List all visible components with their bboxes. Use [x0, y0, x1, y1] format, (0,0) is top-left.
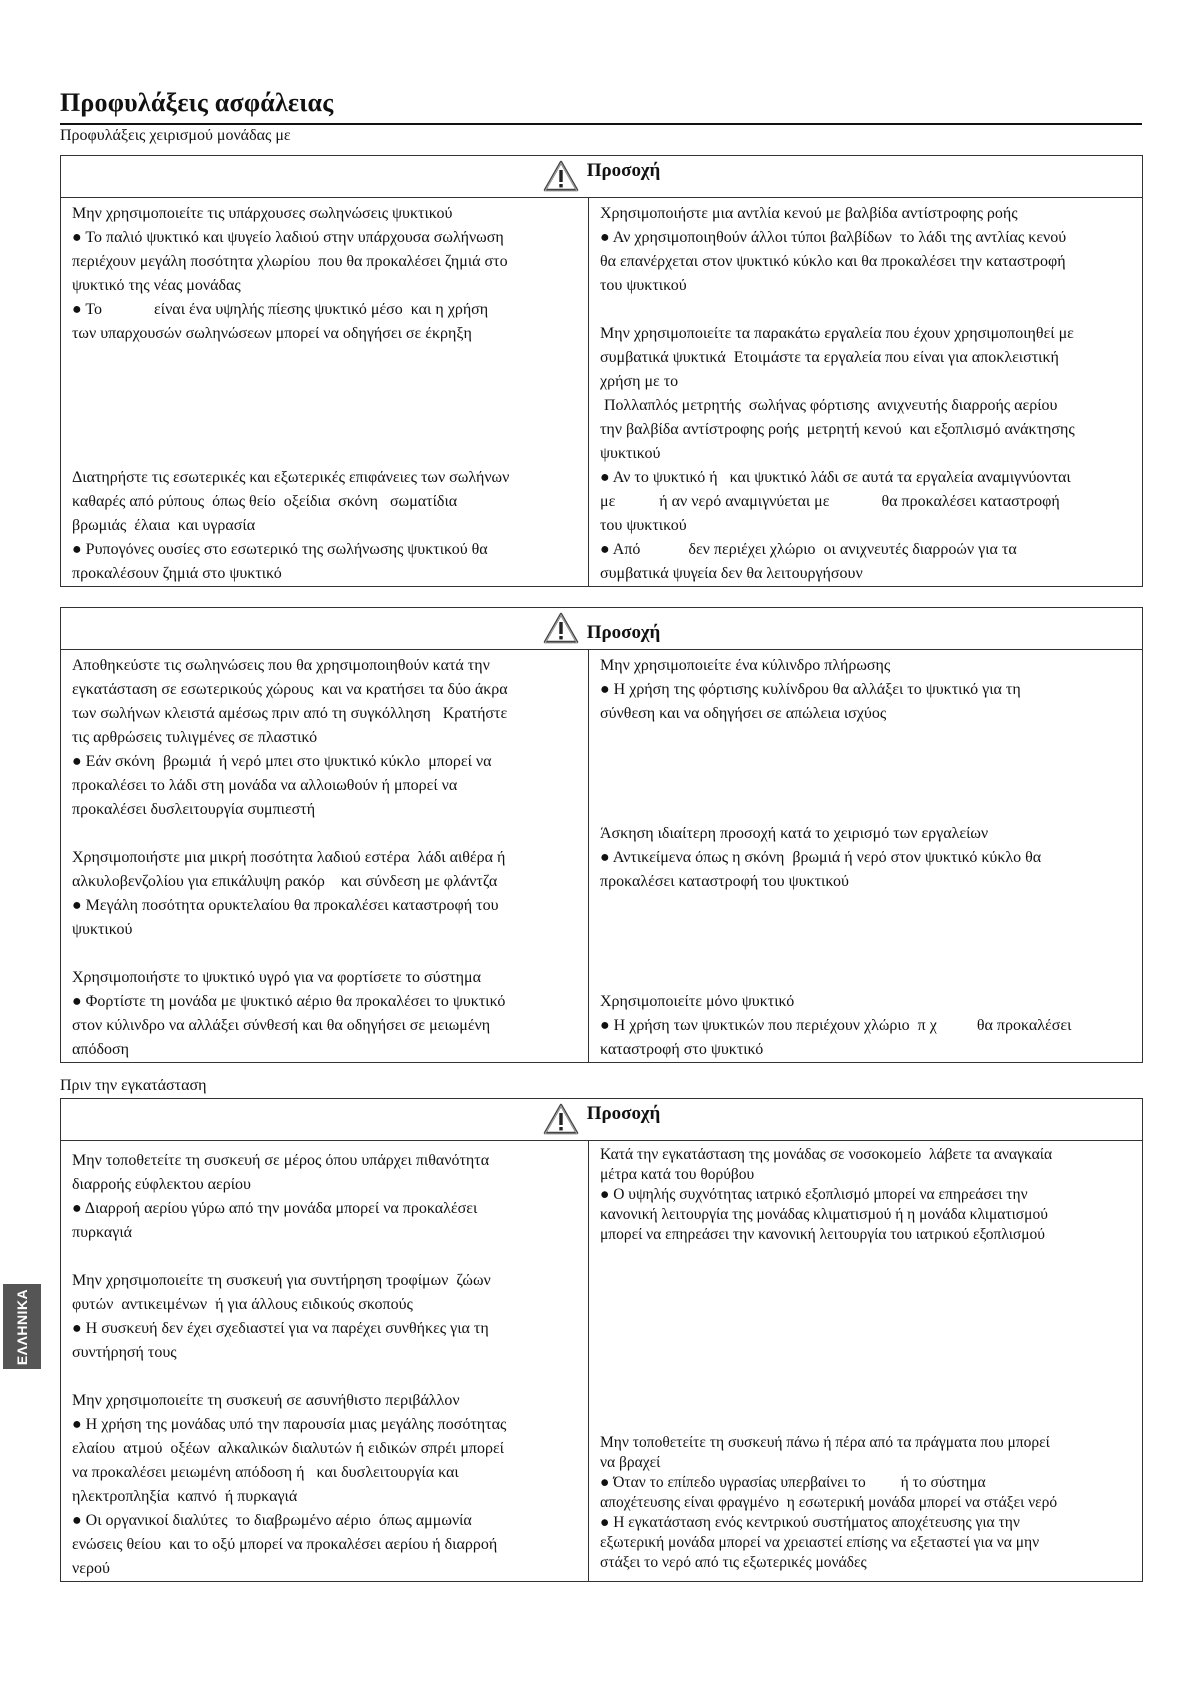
text-line: ● Ο υψηλής συχνότητας ιατρικό εξοπλισμό μπορεί να επηρεάσει την	[600, 1186, 1028, 1203]
caution-header	[61, 608, 1143, 650]
text-line: απόδοση	[72, 1041, 129, 1058]
right-cell-top	[600, 1145, 1132, 1245]
text-line: διαρροής εύφλεκτου αερίου	[72, 1176, 251, 1193]
text-line: εξωτερική μονάδα μπορεί να χρειαστεί επίσης να εξεταστεί για να μην	[600, 1534, 1040, 1551]
text-line: εγκατάσταση σε εσωτερικούς χώρους και να κρατήσει τα δύο άκρα	[72, 681, 508, 698]
text-line: Κατά την εγκατάσταση της μονάδας σε νοσοκομείο λάβετε τα αναγκαία	[600, 1146, 1053, 1163]
text-line	[72, 394, 578, 418]
text-line: χρήση με το	[600, 373, 679, 390]
text-line: πυρκαγιά	[72, 1224, 133, 1241]
right-cell	[589, 1141, 1142, 1581]
text-line: τις αρθρώσεις τυλιγμένες σε πλαστικό	[72, 729, 318, 746]
text-line	[72, 822, 578, 846]
text-line: ● Το είναι ένα υψηλής πίεσης ψυκτικό μέσο και η χρήση	[72, 301, 489, 318]
text-line: των υπαρχουσών σωληνώσεων μπορεί να οδηγήσει σε έκρηξη	[72, 325, 472, 342]
text-line	[600, 966, 1132, 990]
text-line: ● Η χρήση της μονάδας υπό την παρουσία μιας μεγάλης ποσότητας	[72, 1416, 507, 1433]
text-line: ψυκτικού	[600, 445, 661, 462]
warning-icon	[543, 612, 579, 644]
warning-icon	[543, 160, 579, 192]
text-line: συμβατικά ψυγεία δεν θα λειτουργήσουν	[600, 565, 863, 582]
right-cell	[589, 198, 1142, 586]
caution-label: Προσοχή	[586, 160, 661, 181]
text-line: Χρησιμοποιήστε μια μικρή ποσότητα λαδιού εστέρα λάδι αιθέρα ή	[72, 849, 506, 866]
text-line: να βραχεί	[600, 1454, 661, 1471]
text-line: σύνθεση και να οδηγήσει σε απώλεια ισχύος	[600, 705, 887, 722]
text-line: στον κύλινδρο να αλλάξει σύνθεσή και θα οδηγήσει σε μειωμένη	[72, 1017, 491, 1034]
caution-header	[61, 1099, 1143, 1141]
text-line	[600, 942, 1132, 966]
text-line: προκαλέσει δυσλειτουργία συμπιεστή	[72, 801, 316, 818]
right-cell-bottom	[600, 1433, 1132, 1573]
text-line: ψυκτικό της νέας μονάδας	[72, 277, 241, 294]
text-line: συμβατικά ψυκτικά Ετοιμάστε τα εργαλεία που είναι για αποκλειστική	[600, 349, 1059, 366]
text-line	[600, 750, 1132, 774]
text-line: να προκαλέσει μειωμένη απόδοση ή και δυσλειτουργία και	[72, 1464, 459, 1481]
text-line: προκαλέσει το λάδι στη μονάδα να αλλοιωθούν ή μπορεί να	[72, 777, 458, 794]
text-line: Χρησιμοποιήστε το ψυκτικό υγρό για να φορτίσετε το σύστημα	[72, 969, 481, 986]
text-line	[600, 798, 1132, 822]
text-line	[72, 1245, 578, 1269]
text-line: Πολλαπλός μετρητής σωλήνας φόρτισης ανιχνευτής διαρροής αερίου	[600, 397, 1058, 414]
text-line: Μην χρησιμοποιείτε ένα κύλινδρο πλήρωσης	[600, 657, 891, 674]
text-line: Άσκηση ιδιαίτερη προσοχή κατά το χειρισμό των εργαλείων	[600, 825, 989, 842]
text-line: των σωλήνων κλειστά αμέσως πριν από τη συγκόλληση Κρατήστε	[72, 705, 508, 722]
pre-installation-label: Πριν την εγκατάσταση	[60, 1077, 207, 1094]
text-line: ● Φορτίστε τη μονάδα με ψυκτικό αέριο θα προκαλέσει το ψυκτικό	[72, 993, 506, 1010]
text-line: Χρησιμοποιείτε μόνο ψυκτικό	[600, 993, 795, 1010]
section-subtitle: Προφυλάξεις χειρισμού μονάδας με	[60, 127, 291, 144]
left-cell	[61, 198, 588, 586]
text-line: Μην χρησιμοποιείτε τις υπάρχουσες σωληνώσεις ψυκτικού	[72, 205, 453, 222]
text-line: ηλεκτροπληξία καπνό ή πυρκαγιά	[72, 1488, 298, 1505]
text-line: κανονική λειτουργία της μονάδας κλιματισμού ή η μονάδα κλιματισμού	[600, 1206, 1048, 1223]
text-line: ● Το παλιό ψυκτικό και ψυγείο λαδιού στην υπάρχουσα σωλήνωση	[72, 229, 504, 246]
language-side-tab	[3, 1284, 41, 1369]
text-line	[72, 942, 578, 966]
text-line: αλκυλοβενζολίου για επικάλυψη ρακόρ και σύνδεση με φλάντζα	[72, 873, 498, 890]
text-line	[600, 774, 1132, 798]
text-line	[72, 370, 578, 394]
text-line: νερού	[72, 1560, 110, 1577]
text-line: του ψυκτικού	[600, 277, 687, 294]
text-line: βρωμιάς έλαια και υγρασία	[72, 517, 256, 534]
text-line: ● Εάν σκόνη βρωμιά ή νερό μπει στο ψυκτικό κύκλο μπορεί να	[72, 753, 492, 770]
text-line: προκαλέσει καταστροφή του ψυκτικού	[600, 873, 849, 890]
text-line: μπορεί να επηρεάσει την κανονική λειτουργία του ιατρικού εξοπλισμού	[600, 1226, 1045, 1243]
text-line: καθαρές από ρύπους όπως θείο οξείδια σκόνη σωματίδια	[72, 493, 458, 510]
caution-label: Προσοχή	[586, 1103, 661, 1124]
caution-header	[61, 156, 1143, 198]
text-line: Μην τοποθετείτε τη συσκευή σε μέρος όπου υπάρχει πιθανότητα	[72, 1152, 490, 1169]
caution-table-1	[60, 155, 1143, 587]
text-line: στάξει το νερό από τις εξωτερικές μονάδες	[600, 1554, 867, 1571]
text-line: Χρησιμοποιήστε μια αντλία κενού με βαλβίδα αντίστροφης ροής	[600, 205, 1018, 222]
caution-table-2	[60, 607, 1143, 1063]
text-line	[72, 442, 578, 466]
text-line: ● Η χρήση των ψυκτικών που περιέχουν χλώριο π χ θα προκαλέσει	[600, 1017, 1072, 1034]
text-line: ελαίου ατμού οξέων αλκαλικών διαλυτών ή ειδικών σπρέι μπορεί	[72, 1440, 504, 1457]
text-line: Μην χρησιμοποιείτε τη συσκευή για συντήρηση τροφίμων ζώων	[72, 1272, 491, 1289]
text-line	[600, 918, 1132, 942]
text-line	[72, 1365, 578, 1389]
text-line	[600, 894, 1132, 918]
text-line: θα επανέρχεται στον ψυκτικό κύκλο και θα προκαλέσει την καταστροφή	[600, 253, 1066, 270]
title-divider	[60, 123, 1142, 125]
text-line: περιέχουν μεγάλη ποσότητα χλωρίου που θα προκαλέσει ζημιά στο	[72, 253, 508, 270]
text-line: ● Η χρήση της φόρτισης κυλίνδρου θα αλλάξει το ψυκτικό για τη	[600, 681, 1021, 698]
text-line: Μην τοποθετείτε τη συσκευή πάνω ή πέρα από τα πράγματα που μπορεί	[600, 1434, 1050, 1451]
text-line: ● Η συσκευή δεν έχει σχεδιαστεί για να παρέχει συνθήκες για τη	[72, 1320, 489, 1337]
text-line	[72, 418, 578, 442]
text-line: ● Μεγάλη ποσότητα ορυκτελαίου θα προκαλέσει καταστροφή του	[72, 897, 499, 914]
text-line	[72, 346, 578, 370]
text-line: του ψυκτικού	[600, 517, 687, 534]
text-line	[600, 726, 1132, 750]
right-cell	[589, 650, 1142, 1062]
text-line: ● Αντικείμενα όπως η σκόνη βρωμιά ή νερό στον ψυκτικό κύκλο θα	[600, 849, 1042, 866]
warning-icon	[543, 1103, 579, 1135]
left-cell	[61, 1141, 588, 1581]
caution-table-3	[60, 1098, 1143, 1582]
text-line: ● Όταν το επίπεδο υγρασίας υπερβαίνει το ή το σύστημα	[600, 1474, 986, 1491]
text-line: προκαλέσουν ζημιά στο ψυκτικό	[72, 565, 282, 582]
text-line: καταστροφή στο ψυκτικό	[600, 1041, 764, 1058]
text-line: αποχέτευσης είναι φραγμένο η εσωτερική μονάδα μπορεί να στάξει νερό	[600, 1494, 1058, 1511]
left-cell	[61, 650, 588, 1062]
text-line: την βαλβίδα αντίστροφης ροής μετρητή κενού και εξοπλισμό ανάκτησης	[600, 421, 1075, 438]
text-line: ● Οι οργανικοί διαλύτες το διαβρωμένο αέριο όπως αμμωνία	[72, 1512, 472, 1529]
page-title: Προφυλάξεις ασφάλειας	[60, 88, 334, 117]
text-line: Αποθηκεύστε τις σωληνώσεις που θα χρησιμοποιηθούν κατά την	[72, 657, 490, 674]
text-line	[600, 298, 1132, 322]
text-line: ● Διαρροή αερίου γύρω από την μονάδα μπορεί να προκαλέσει	[72, 1200, 478, 1217]
text-line: φυτών αντικειμένων ή για άλλους ειδικούς σκοπούς	[72, 1296, 413, 1313]
caution-label: Προσοχή	[586, 622, 661, 643]
text-line: ● Αν χρησιμοποιηθούν άλλοι τύποι βαλβίδων το λάδι της αντλίας κενού	[600, 229, 1067, 246]
text-line: ● Η εγκατάσταση ενός κεντρικού συστήματος αποχέτευσης για την	[600, 1514, 1020, 1531]
text-line: Διατηρήστε τις εσωτερικές και εξωτερικές επιφάνειες των σωλήνων	[72, 469, 510, 486]
text-line: ● Ρυπογόνες ουσίες στο εσωτερικό της σωλήνωσης ψυκτικού θα	[72, 541, 488, 558]
text-line: ● Από δεν περιέχει χλώριο οι ανιχνευτές διαρροών για τα	[600, 541, 1017, 558]
text-line: Μην χρησιμοποιείτε τα παρακάτω εργαλεία που έχουν χρησιμοποιηθεί με	[600, 325, 1074, 342]
text-line: ● Αν το ψυκτικό ή και ψυκτικό λάδι σε αυτά τα εργαλεία αναμιγνύονται	[600, 469, 1071, 486]
language-label: ΕΛΛΗΝΙΚΑ	[14, 1288, 31, 1365]
text-line: με ή αν νερό αναμιγνύεται με θα προκαλέσει καταστροφή	[600, 493, 1060, 510]
text-line: ψυκτικού	[72, 921, 133, 938]
text-line: μέτρα κατά του θορύβου	[600, 1166, 755, 1183]
text-line: συντήρησή τους	[72, 1344, 177, 1361]
text-line: ενώσεις θείου και το οξύ μπορεί να προκαλέσει αερίου ή διαρροή	[72, 1536, 498, 1553]
text-line: Μην χρησιμοποιείτε τη συσκευή σε ασυνήθιστο περιβάλλον	[72, 1392, 460, 1409]
